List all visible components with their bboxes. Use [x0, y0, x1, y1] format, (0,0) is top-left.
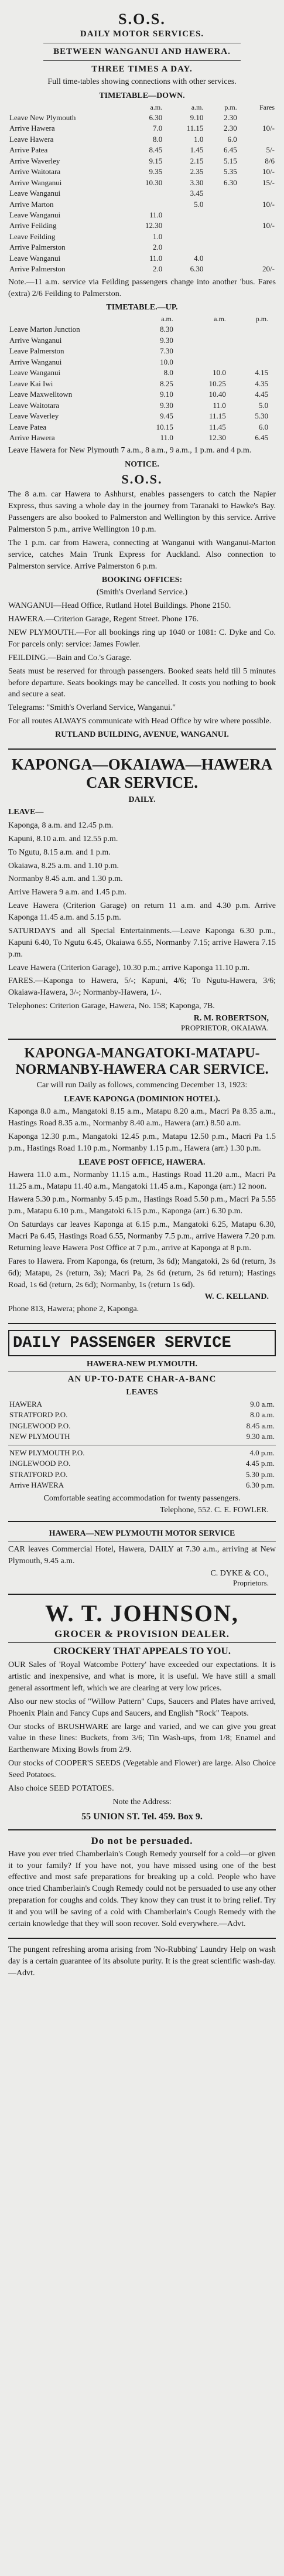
schedule-stop: NEW PLYMOUTH [9, 1432, 70, 1441]
seats-note: Seats must be reserved for through passengers. Booked seats held till 5 minutes before departure. Seats bookings may be cancelled. It costs you nothing to book and secure a seat. [8, 666, 276, 699]
wtj-para: OUR Sales of 'Royal Watcombe Pottery' have exceeded our expectations. It is artistic and inexpensive, and what is more, it is useful. We have still a small general assortment left, which we are clearing at very low prices. [8, 1660, 276, 1693]
timetable-cell: 8/6 [265, 156, 275, 165]
wtj-para: Our stocks of COOPER'S SEEDS (Vegetable and Flower) are large. Also Choice Seed Potatoes. [8, 1759, 276, 1780]
timetable-row [8, 411, 276, 421]
timetable-cell: 10/- [262, 199, 275, 209]
timetable-cell [163, 210, 204, 220]
timetable-cell: 11.0 [213, 400, 226, 410]
timetable-cell: 5.15 [223, 156, 237, 165]
timetable-stop: Leave Maxwelltown [9, 390, 73, 399]
pungent-body: The pungent refreshing aroma arising from 'No-Rubbing' Laundry Help on wash day is a certain guarantee of its absolute purity. It is the great scientific wash-day.—Advt. [8, 1945, 276, 1978]
kaponga-line: FARES.—Kaponga to Hawera, 5/-; Kapuni, 4/6; To Ngutu-Hawera, 3/6; Okaiawa-Hawera, 3/-; Normanby-Hawera, 1/-. [8, 976, 276, 998]
dps-signature: Telephone, 552. C. E. FOWLER. [159, 1506, 269, 1515]
timetable-cell [269, 400, 276, 411]
booking-line: FEILDING.—Bain and Co.'s Garage. [8, 653, 132, 662]
timetable-stop: Leave Feilding [9, 232, 56, 241]
kmn-title: KAPONGA-MANGATOKI-MATAPU-NORMANBY-HAWERA CAR SERVICE. [15, 1046, 269, 1077]
kaponga-leave-label: LEAVE— [8, 808, 44, 817]
kmn-sub: Car will run Daily as follows, commencing December 13, 1923: [36, 1081, 248, 1090]
timetable-cell: 4.35 [255, 379, 269, 388]
timetable-cell: 1.0 [152, 232, 163, 241]
timetable-cell: 3.30 [190, 178, 204, 187]
timetable-down [8, 103, 276, 275]
kaponga-line: Leave Hawera (Criterion Garage) on return 11 a.m. and 4.30 p.m. Arrive Kaponga 11.45 a.m. and 5.15 p.m. [8, 901, 276, 923]
timetable-cell: 2.30 [223, 113, 237, 122]
timetable-cell: 8.25 [160, 379, 173, 388]
sos-route: BETWEEN WANGANUI AND HAWERA. [53, 47, 231, 56]
wtj-name: W. T. JOHNSON, [45, 1600, 239, 1627]
timetable-stop: Leave Waverley [9, 411, 59, 421]
sos-body-2: The 1 p.m. car from Hawera, connecting at Wanganui with Wanganui-Marton service, catches Main Trunk Express for Auckland. Also connection to Palmerston service. Arrive Palmerston 6 p.m. [8, 538, 276, 571]
timetable-cell [238, 253, 276, 264]
timetable-header-cell: Fares [259, 103, 275, 111]
timetable-cell [269, 379, 276, 389]
kmn-line: Kaponga 12.30 p.m., Mangatoki 12.45 p.m., Matapu 12.50 p.m., Macri Pa 1.5 p.m., Hastings Road 1.10 p.m., Normanby 1.15 p.m., Hawera (arr.) 1.30 p.m. [8, 1132, 276, 1153]
timetable-cell: 10/- [262, 167, 275, 176]
dps-route: HAWERA-NEW PLYMOUTH. [86, 1359, 198, 1369]
schedule-stop: INGLEWOOD P.O. [9, 1459, 71, 1468]
up-note: Leave Hawera for New Plymouth 7 a.m., 8 a.m., 9 a.m., 1 p.m. and 4 p.m. [8, 446, 252, 455]
timetable-stop: Arrive Waverley [9, 156, 60, 165]
timetable-cell [227, 324, 269, 335]
kaponga-daily: DAILY. [128, 795, 156, 805]
timetable-stop: Arrive Waitotara [9, 167, 61, 176]
timetable-cell [238, 113, 276, 123]
timetable-cell: 2.30 [223, 124, 237, 133]
notice-heading: NOTICE. [125, 460, 159, 469]
kaponga-ad [8, 750, 276, 1040]
timetable-cell [163, 232, 204, 242]
timetable-stop: Arrive Wanganui [9, 357, 62, 366]
timetable-header-cell: p.m. [224, 103, 237, 111]
timetable-stop: Arrive Wanganui [9, 335, 62, 345]
timetable-cell: 2.35 [190, 167, 204, 176]
divider [43, 60, 241, 61]
timetable-cell: 10.40 [208, 390, 226, 399]
kaponga-title: KAPONGA—OKAIAWA—HAWERA CAR SERVICE. [11, 755, 273, 792]
wtj-trade: GROCER & PROVISION DEALER. [54, 1628, 230, 1640]
timetable-cell: 10/- [262, 221, 275, 230]
sos-address: RUTLAND BUILDING, AVENUE, WANGANUI. [55, 730, 229, 740]
wtj-para: Our stocks of BRUSHWARE are large and varied, and we can give you great value in these lines: Buckets, from 3/6; Tin Wash-ups, from 1/8; Enamel and Earthenware Mixing Bowls from 2/9. [8, 1722, 276, 1755]
timetable-header-cell [8, 103, 122, 113]
schedule-time: 8.0 a.m. [250, 1410, 275, 1420]
kaponga-line: Telephones: Criterion Garage, Hawera, No. 158; Kaponga, 7B. [8, 1002, 215, 1011]
kmn-line: Fares to Hawera. From Kaponga, 6s (return, 3s 6d); Mangatoki, 2s 6d (return, 3s 6d); Matapu, 2s (return, 3s); Macri Pa, 2s 6d (return, 2s 6d return); Hastings Road, 1s 6d (return, 2s 6d); Normanby, 1s (return 1s 6d). [8, 1257, 276, 1289]
timetable-cell [163, 242, 204, 253]
timetable-cell [269, 367, 276, 378]
booking-line: (Smith's Overland Service.) [96, 588, 188, 597]
timetable-cell: 11.15 [209, 411, 226, 421]
timetable-cell [204, 199, 238, 210]
timetable-cell: 2.0 [152, 264, 163, 274]
timetable-cell [174, 335, 227, 346]
timetable-cell: 6.0 [227, 134, 237, 144]
kaponga-line: SATURDAYS and all Special Entertainments.—Leave Kaponga 6.30 p.m., Kapuni 6.40, To Ngutu 6.45, Okaiawa 6.55, Normanby 7.15; arrive Hawera 7.15 p.m. [8, 926, 276, 959]
timetable-cell: 4.15 [255, 368, 269, 377]
chamberlain-body: Have you ever tried Chamberlain's Cough Remedy yourself for a cold—or given it to your family? If you have not, you have missed using one of the best effective and most safe preparations for breaking up a cold. People who have once tried Chamberlain's Cough Remedy could not be persuaded to use any other preparation for coughs and colds. They know they can trust it to bring relief. Try it and you will be saving of a cold with Chamberlain's Cough Remedy with the certain knowledge that they will soon recover. Sold everywhere.—Advt. [8, 1849, 276, 1928]
dps-table-1 [8, 1399, 276, 1442]
timetable-cell: 11.15 [186, 124, 204, 133]
schedule-time: 4.45 p.m. [245, 1459, 275, 1468]
timetable-cell: 10.0 [160, 357, 173, 366]
timetable-cell: 5.0 [258, 400, 269, 410]
timetable-cell: 9.35 [149, 167, 163, 176]
divider [8, 1642, 276, 1643]
timetable-row [8, 422, 276, 433]
kaponga-line: Normanby 8.45 a.m. and 1.30 p.m. [8, 874, 123, 884]
schedule-row [8, 1410, 276, 1420]
timetable-row [8, 220, 276, 231]
schedule-stop: STRATFORD P.O. [9, 1469, 68, 1479]
timetable-row [8, 178, 276, 188]
timetable-cell: 8.30 [160, 325, 173, 334]
schedule-stop: STRATFORD P.O. [9, 1410, 68, 1420]
kmn-line: Kaponga 8.0 a.m., Mangatoki 8.15 a.m., Matapu 8.20 a.m., Macri Pa 8.35 a.m., Hastings Road 8.35 a.m., Normanby 8.40 a.m., Hawera (arr.) 8.50 a.m. [8, 1107, 276, 1128]
timetable-cell: 2.15 [190, 156, 204, 165]
timetable-cell [269, 357, 276, 367]
timetable-header-cell: a.m. [191, 103, 204, 111]
hnp-body: CAR leaves Commercial Hotel, Hawera, DAILY at 7.30 a.m., arriving at New Plymouth, 9.45 a.m. [8, 1545, 276, 1566]
timetable-row [8, 166, 276, 177]
wtj-address-label: Note the Address: [112, 1797, 172, 1806]
timetable-cell [163, 220, 204, 231]
timetable-cell: 7.0 [152, 124, 163, 133]
timetable-row [8, 357, 276, 367]
timetable-cell: 12.30 [145, 221, 163, 230]
dps-ad [8, 1324, 276, 1522]
close-note: For all routes ALWAYS communicate with Head Office by wire where possible. [8, 717, 272, 726]
schedule-row [8, 1399, 276, 1410]
timetable-cell: 1.0 [194, 134, 204, 144]
timetable-cell: 5.35 [223, 167, 237, 176]
timetable-row [8, 232, 276, 242]
timetable-cell: 10/- [262, 124, 275, 133]
booking-line: HAWERA.—Criterion Garage, Regent Street. Phone 176. [8, 615, 199, 624]
timetable-header-cell: a.m. [161, 315, 173, 324]
hnp-signature-2: Proprietors. [232, 1578, 269, 1588]
booking-line: NEW PLYMOUTH.—For all bookings ring up 1040 or 1081: C. Dyke and Co. For parcels only: service: James Fowler. [8, 628, 276, 649]
timetable-cell: 5.30 [255, 411, 269, 421]
kmn-signature: W. C. KELLAND. [204, 1292, 269, 1302]
chamberlain-ad [8, 1830, 276, 1939]
sos-ad [8, 5, 276, 750]
timetable-row [8, 400, 276, 411]
timetable-cell [122, 188, 163, 199]
timetable-cell [269, 422, 276, 433]
wtj-address: 55 UNION ST. Tel. 459. Box 9. [81, 1811, 203, 1822]
kmn-leave-title: LEAVE KAPONGA (DOMINION HOTEL). [64, 1095, 220, 1104]
timetable-row [8, 188, 276, 199]
timetable-cell [174, 324, 227, 335]
dps-title: DAILY PASSENGER SERVICE [13, 1335, 231, 1353]
timetable-header-row [8, 103, 276, 113]
wtj-para: Also our new stocks of "Willow Pattern" Cups, Saucers and Plates have arrived, Phoenix Plain and Fancy Cups and Saucers, and English "Rock" Teapots. [8, 1697, 276, 1718]
timetable-cell: 6.45 [255, 433, 269, 443]
timetable-cell [227, 335, 269, 346]
timetable-row [8, 210, 276, 220]
sos-frequency: THREE TIMES A DAY. [91, 64, 193, 74]
timetable-cell: 10.25 [208, 379, 226, 388]
down-note: Note.—11 a.m. service via Feilding passengers change into another 'bus. Fares (extra) 2/6 Feilding to Palmerston. [8, 277, 276, 298]
kaponga-line: To Ngutu, 8.15 a.m. and 1 p.m. [8, 848, 111, 857]
kmn-line: Hawera 11.0 a.m., Normanby 11.15 a.m., Hastings Road 11.20 a.m., Macri Pa 11.25 a.m., Matapu 11.40 a.m., Mangatoki 11.45 a.m., Kaponga (arr.) 12 noon. [8, 1170, 276, 1191]
timetable-header-row [8, 314, 276, 324]
timetable-stop: Leave Waitotara [9, 400, 59, 410]
kmn-leave-title-2: LEAVE POST OFFICE, HAWERA. [78, 1158, 206, 1167]
timetable-stop: Leave Kai Iwi [9, 379, 53, 388]
timetable-up-title: TIMETABLE.—UP. [106, 303, 178, 312]
timetable-cell: 9.15 [149, 156, 163, 165]
kaponga-signature: R. M. ROBERTSON, [193, 1014, 269, 1023]
timetable-cell: 10.0 [213, 368, 226, 377]
timetable-cell [238, 232, 276, 242]
timetable-cell: 15/- [262, 178, 275, 187]
timetable-cell [204, 253, 238, 264]
timetable-cell: 6.30 [149, 113, 163, 122]
timetable-cell: 11.0 [149, 253, 163, 263]
timetable-row [8, 145, 276, 155]
schedule-time: 6.30 p.m. [245, 1481, 275, 1490]
timetable-row [8, 113, 276, 123]
timetable-cell [238, 210, 276, 220]
timetable-cell: 2.0 [152, 243, 163, 252]
schedule-stop: Arrive HAWERA [9, 1481, 64, 1490]
timetable-cell [238, 188, 276, 199]
schedule-row [8, 1421, 276, 1431]
kmn-line: Hawera 5.30 p.m., Normanby 5.45 p.m., Hastings Road 5.50 p.m., Macri Pa 5.55 p.m., Matapu 6.10 p.m., Mangatoki 6.15 p.m., Kaponga (arr.) 6.30 p.m. [8, 1195, 276, 1216]
timetable-header-cell: p.m. [255, 315, 269, 324]
timetable-row [8, 379, 276, 389]
timetable-cell: 6.0 [258, 422, 269, 431]
timetable-header-cell: a.m. [214, 315, 226, 324]
timetable-cell [269, 411, 276, 421]
timetable-cell [238, 134, 276, 145]
timetable-row [8, 123, 276, 134]
sos-title: S.O.S. [118, 11, 166, 28]
timetable-stop: Leave Wanganui [9, 210, 61, 219]
dps-note: Comfortable seating accommodation for twenty passengers. [43, 1493, 241, 1503]
timetable-row [8, 253, 276, 264]
timetable-cell: 9.45 [160, 411, 173, 421]
timetable-cell [204, 210, 238, 220]
schedule-row [8, 1458, 276, 1469]
timetable-row [8, 156, 276, 166]
timetable-cell [227, 346, 269, 356]
schedule-time: 5.30 p.m. [245, 1469, 275, 1479]
timetable-cell [269, 389, 276, 400]
kmn-ad [8, 1040, 276, 1324]
timetable-row [8, 242, 276, 253]
kaponga-signature-2: PROPRIETOR, OKAIAWA. [180, 1023, 269, 1033]
timetable-stop: Arrive Hawera [9, 433, 55, 443]
dps-leaves: LEAVES [126, 1387, 158, 1397]
timetable-row [8, 335, 276, 346]
schedule-time: 8.45 a.m. [246, 1421, 275, 1430]
timetable-cell [204, 264, 238, 274]
schedule-row [8, 1431, 276, 1442]
timetable-cell: 10.30 [145, 178, 163, 187]
timetable-stop: Arrive Hawera [9, 124, 55, 133]
timetable-cell: 1.45 [190, 145, 204, 155]
timetable-cell [269, 346, 276, 356]
timetable-cell: 8.45 [149, 145, 163, 155]
sos-subtitle: DAILY MOTOR SERVICES. [80, 29, 204, 39]
sos-title-2: S.O.S. [121, 472, 163, 487]
timetable-down-title: TIMETABLE—DOWN. [99, 91, 185, 100]
sos-note: Full time-tables showing connections with other services. [47, 77, 237, 86]
timetable-stop: Arrive Marton [9, 199, 54, 209]
timetable-cell [269, 433, 276, 443]
timetable-cell [269, 324, 276, 335]
timetable-cell [204, 188, 238, 199]
timetable-cell: 8.0 [163, 368, 173, 377]
timetable-cell: 10.15 [156, 422, 173, 431]
dps-sub: AN UP-TO-DATE CHAR-A-BANC [67, 1374, 217, 1384]
timetable-stop: Arrive Palmerston [9, 243, 66, 252]
pungent-ad [8, 1939, 276, 1987]
kmn-line: On Saturdays car leaves Kaponga at 6.15 p.m., Mangatoki 6.25, Matapu 6.30, Macri Pa 6.45, Hastings Road 6.55, Normanby 7.5 p.m., arrive Hawera 7.20 p.m. Returning leave Hawera Post Office at 7 p.m., arrive at Kaponga at 8 p.m. [8, 1220, 276, 1253]
wtj-ad [8, 1595, 276, 1830]
timetable-row [8, 199, 276, 210]
kaponga-line: Kaponga, 8 a.m. and 12.45 p.m. [8, 821, 114, 830]
timetable-cell: 9.10 [190, 113, 204, 122]
sos-body-1: The 8 a.m. car Hawera to Ashhurst, enables passengers to catch the Napier Express, thus saving a whole day in the journey from Taranaki to Hawke's Bay. Passengers are also booked to Palmerston and Wellington by this service. Arrive Palmerston 5 p.m., arrive Wellington 10 p.m. [8, 490, 276, 534]
timetable-cell: 6.30 [223, 178, 237, 187]
hnp-title: HAWERA—NEW PLYMOUTH MOTOR SERVICE [49, 1529, 235, 1539]
timetable-cell: 7.30 [160, 346, 173, 356]
timetable-header-cell [8, 314, 122, 324]
booking-line: WANGANUI—Head Office, Rutland Hotel Buildings. Phone 2150. [8, 601, 231, 611]
timetable-cell: 11.45 [209, 422, 226, 431]
timetable-cell: 4.0 [194, 253, 204, 263]
timetable-cell: 9.10 [160, 390, 173, 399]
timetable-stop: Leave Palmerston [9, 346, 64, 356]
timetable-cell [238, 242, 276, 253]
timetable-cell: 11.0 [149, 210, 163, 219]
timetable-cell [174, 357, 227, 367]
timetable-stop: Leave Patea [9, 422, 47, 431]
timetable-stop: Arrive Feilding [9, 221, 57, 230]
timetable-stop: Arrive Palmerston [9, 264, 66, 274]
timetable-cell [204, 232, 238, 242]
dps-title-box [8, 1330, 276, 1356]
timetable-row [8, 264, 276, 274]
timetable-header-cell [269, 314, 276, 324]
timetable-row [8, 346, 276, 356]
timetable-cell [269, 335, 276, 346]
kaponga-line: Leave Hawera (Criterion Garage), 10.30 p.m.; arrive Kaponga 11.10 p.m. [8, 963, 250, 972]
kmn-phone: Phone 813, Hawera; phone 2, Kaponga. [8, 1305, 139, 1314]
telegrams: Telegrams: "Smith's Overland Service, Wanganui." [8, 703, 176, 713]
timetable-stop: Leave Wanganui [9, 189, 61, 198]
schedule-row [8, 1469, 276, 1480]
timetable-cell: 11.0 [160, 433, 173, 443]
timetable-stop: Leave Marton Junction [9, 325, 80, 334]
timetable-cell: 8.0 [152, 134, 163, 144]
timetable-row [8, 324, 276, 335]
timetable-cell: 9.30 [160, 400, 173, 410]
timetable-row [8, 433, 276, 443]
timetable-cell: 6.30 [190, 264, 204, 274]
timetable-stop: Leave Wanganui [9, 253, 61, 263]
kaponga-line: Arrive Hawera 9 a.m. and 1.45 p.m. [8, 888, 126, 897]
schedule-row [8, 1448, 276, 1458]
timetable-stop: Leave New Plymouth [9, 113, 76, 122]
timetable-cell [204, 220, 238, 231]
timetable-cell: 12.30 [208, 433, 226, 443]
timetable-header-cell: a.m. [150, 103, 163, 111]
timetable-cell: 20/- [262, 264, 275, 274]
dps-table-2 [8, 1448, 276, 1491]
kaponga-line: Okaiawa, 8.25 a.m. and 1.10 p.m. [8, 861, 119, 870]
timetable-cell: 4.45 [255, 390, 269, 399]
timetable-stop: Leave Wanganui [9, 368, 61, 377]
schedule-time: 4.0 p.m. [249, 1448, 275, 1457]
timetable-cell: 6.45 [223, 145, 237, 155]
timetable-stop: Arrive Wanganui [9, 178, 62, 187]
hnp-ad [8, 1522, 276, 1595]
booking-title: BOOKING OFFICES: [101, 576, 183, 585]
schedule-stop: INGLEWOOD P.O. [9, 1421, 71, 1430]
schedule-time: 9.0 a.m. [250, 1399, 275, 1408]
timetable-stop: Arrive Patea [9, 145, 48, 155]
timetable-cell [122, 199, 163, 210]
chamberlain-title: Do not be persuaded. [91, 1835, 193, 1846]
timetable-row [8, 134, 276, 145]
timetable-cell: 9.30 [160, 335, 173, 345]
timetable-cell: 3.45 [190, 189, 204, 198]
timetable-cell: 5/- [266, 145, 275, 155]
timetable-cell [204, 242, 238, 253]
schedule-time: 9.30 a.m. [246, 1432, 275, 1441]
kaponga-line: Kapuni, 8.10 a.m. and 12.55 p.m. [8, 834, 118, 843]
schedule-row [8, 1480, 276, 1491]
timetable-stop: Leave Hawera [9, 134, 54, 144]
timetable-cell [227, 357, 269, 367]
hnp-signature: C. DYKE & CO., [210, 1569, 269, 1578]
timetable-row [8, 389, 276, 400]
timetable-row [8, 367, 276, 378]
wtj-crockery-heading: CROCKERY THAT APPEALS TO YOU. [53, 1645, 231, 1657]
schedule-stop: HAWERA [9, 1399, 43, 1408]
schedule-stop: NEW PLYMOUTH P.O. [9, 1448, 85, 1457]
timetable-up [8, 314, 276, 443]
wtj-seed: Also choice SEED POTATOES. [8, 1784, 114, 1793]
timetable-cell [174, 346, 227, 356]
timetable-cell: 5.0 [194, 199, 204, 209]
